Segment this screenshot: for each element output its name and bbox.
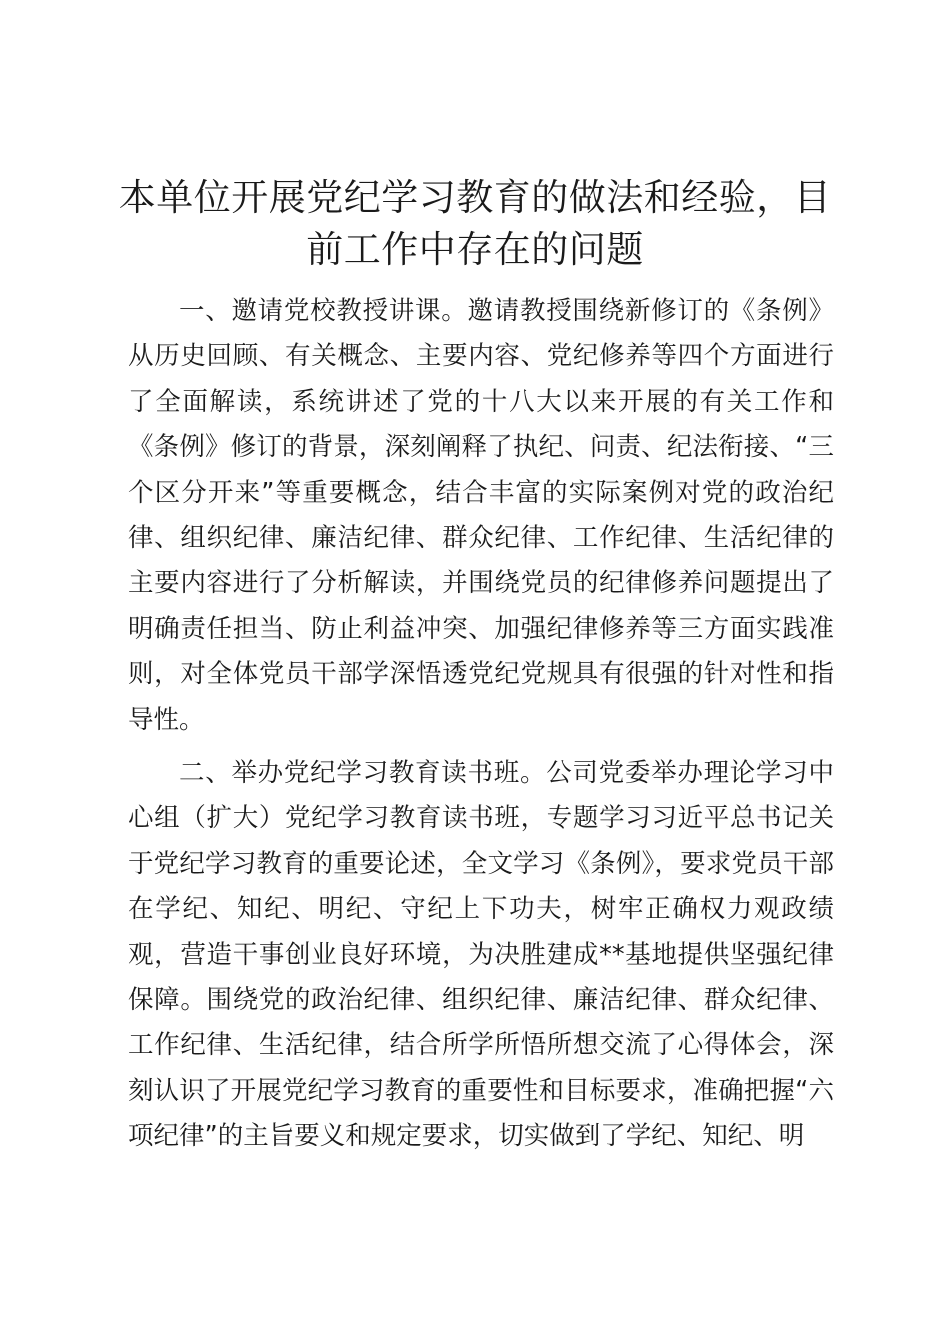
document-title: 本单位开展党纪学习教育的做法和经验，目前工作中存在的问题 — [118, 176, 832, 271]
paragraph-2: 二、举办党纪学习教育读书班。公司党委举办理论学习中心组（扩大）党纪学习教育读书班，专题学习习近平总书记关于党纪学习教育的重要论述，全文学习《条例》，要求党员干部在学纪、知纪、明纪、守纪上下功夫，树牢正确权力观政绩观，营造干事创业良好环境，为决胜建成**基地提供坚强纪律保障。围绕党的政治纪律、组织纪律、廉洁纪律、群众纪律、工作纪律、生活纪律，结合所学所悟所想交流了心得体会，深刻认识了开展党纪学习教育的重要性和目标要求，准确把握“六项纪律”的主旨要义和规定要求，切实做到了学纪、知纪、明 — [128, 758, 834, 1152]
paragraph-1: 一、邀请党校教授讲课。邀请教授围绕新修订的《条例》从历史回顾、有关概念、主要内容、党纪修养等四个方面进行了全面解读，系统讲述了党的十八大以来开展的有关工作和《条例》修订的背景，深刻阐释了执纪、问责、纪法衔接、“三个区分开来”等重要概念，结合丰富的实际案例对党的政治纪律、组织纪律、廉洁纪律、群众纪律、工作纪律、生活纪律的主要内容进行了分析解读，并围绕党员的纪律修养问题提出了明确责任担当、防止利益冲突、加强纪律修养等三方面实践准则，对全体党员干部学深悟透党纪党规具有很强的针对性和指导性。 — [128, 296, 834, 735]
